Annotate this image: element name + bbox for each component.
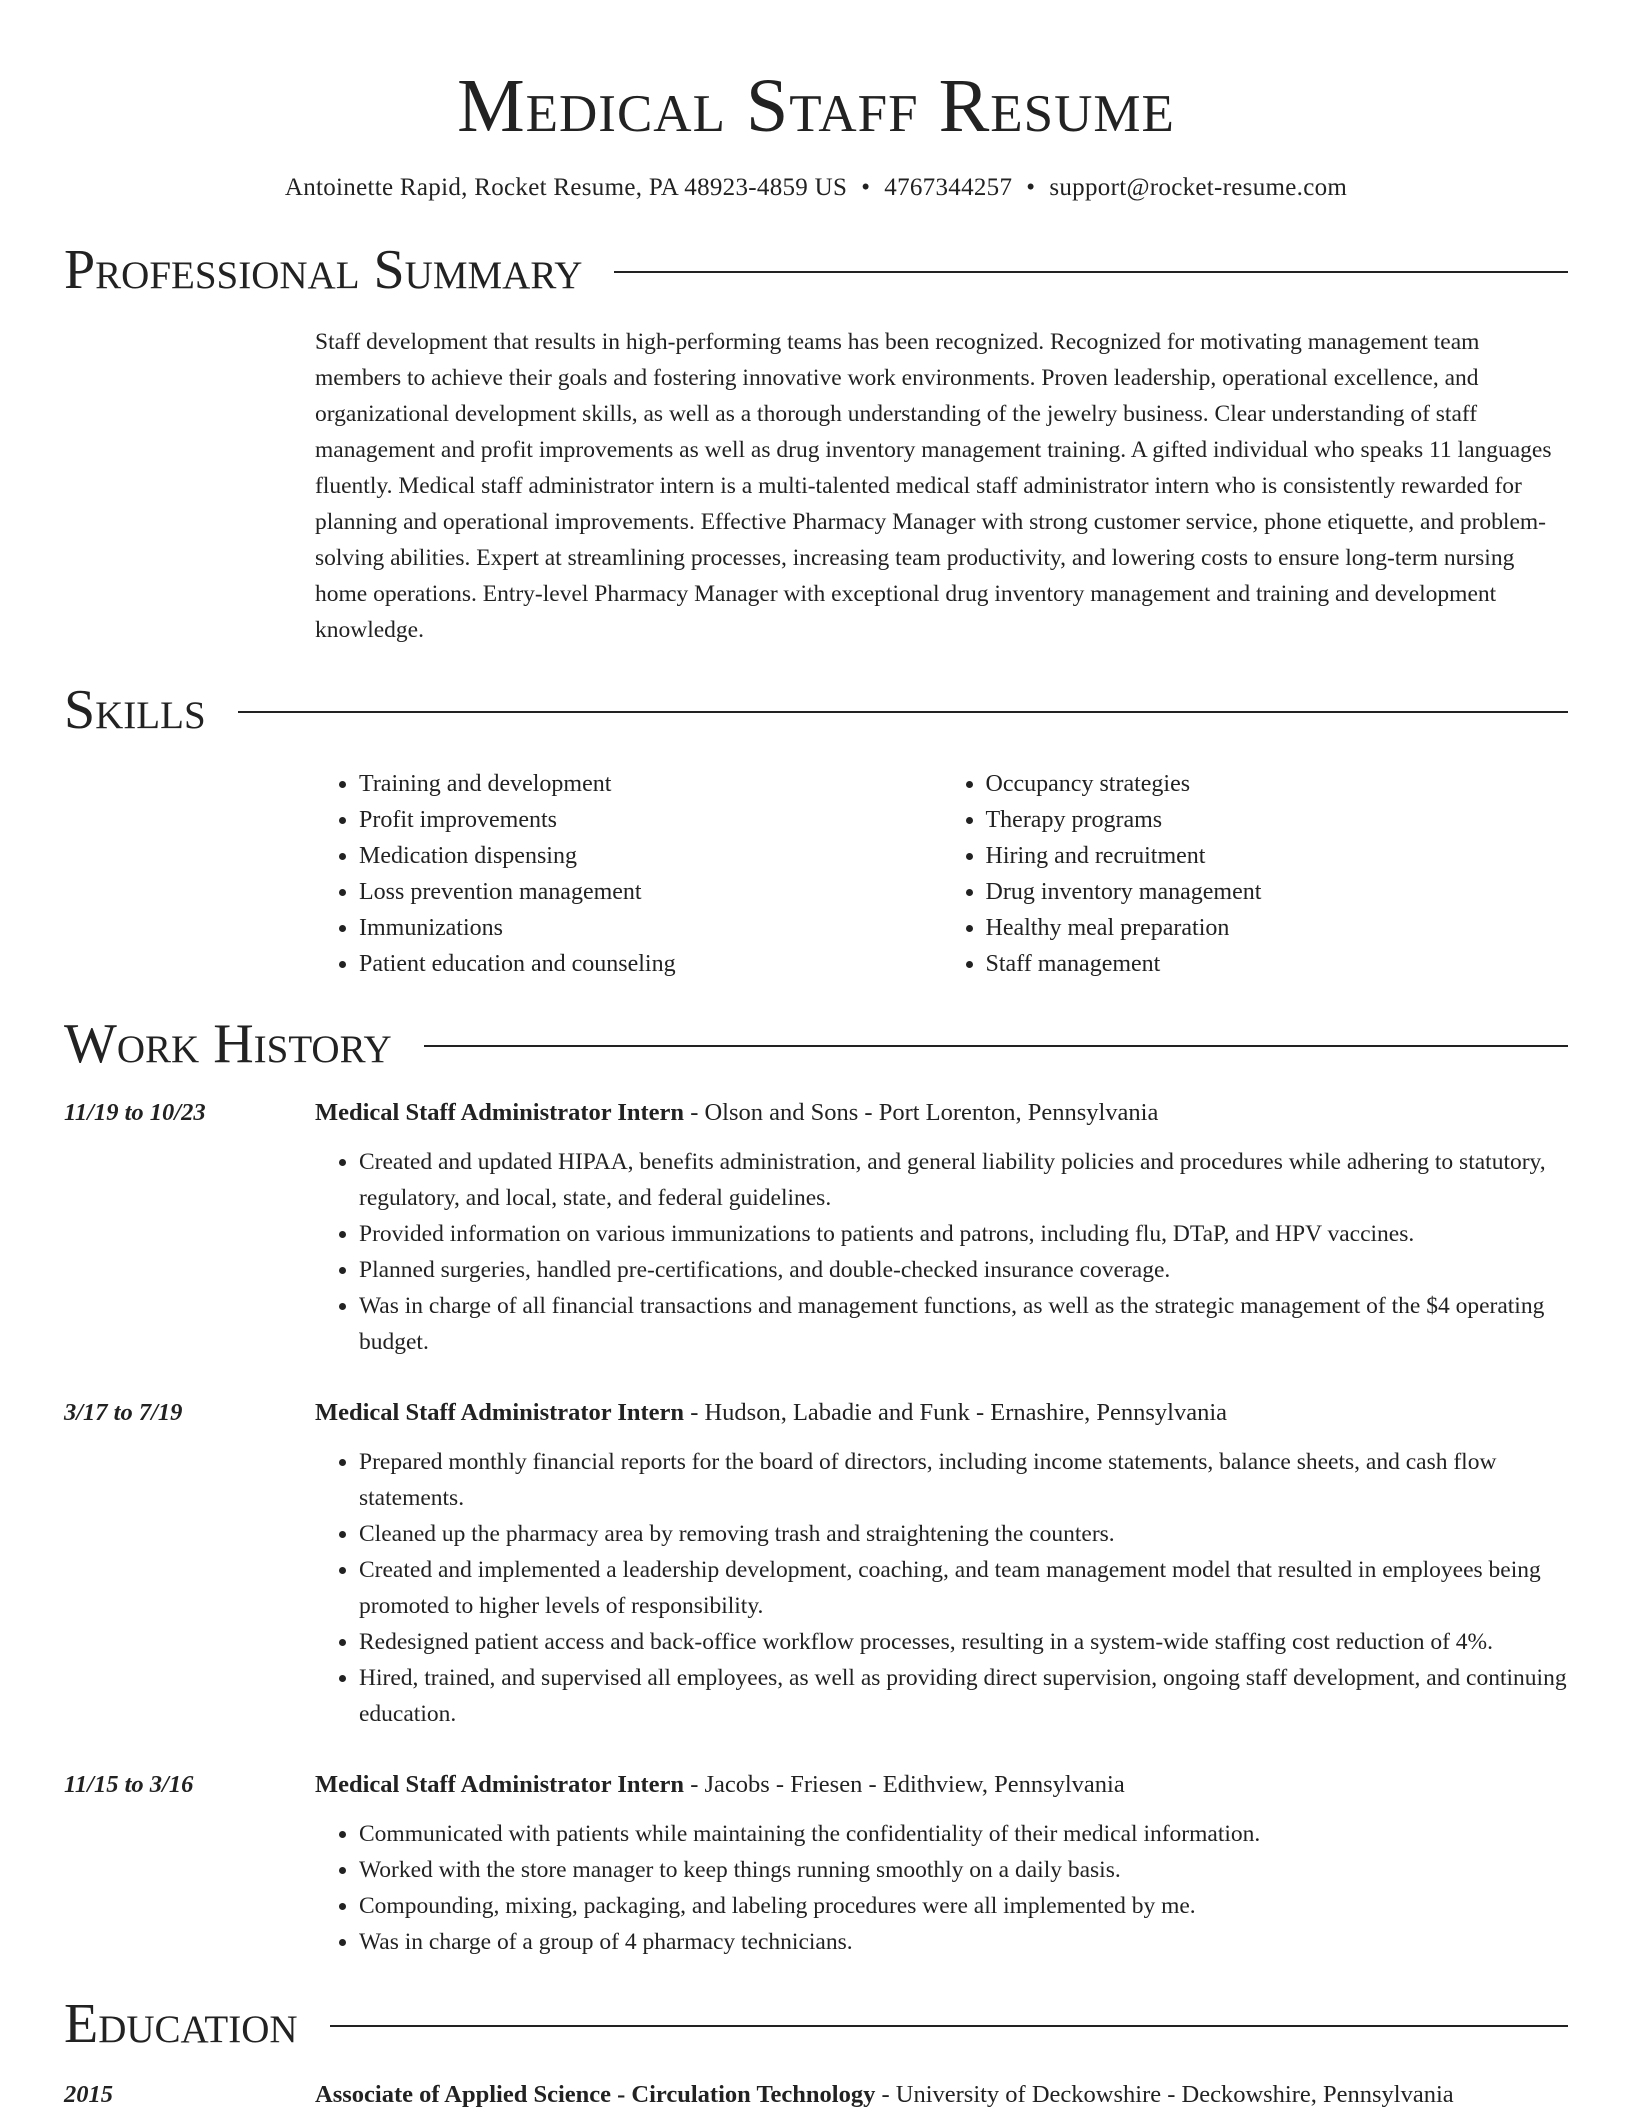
- section-divider: [330, 2025, 1568, 2027]
- contact-address: Antoinette Rapid, Rocket Resume, PA 48923-4859 US: [284, 174, 848, 201]
- job-entry: [64, 1096, 1568, 1360]
- skill-item: • Drug inventory management: [986, 874, 1569, 910]
- skills-grid: [315, 766, 1568, 982]
- section-title-skills: Skills: [64, 679, 206, 741]
- section-divider: [424, 1045, 1568, 1047]
- skill-item: • Occupancy strategies: [986, 766, 1569, 802]
- job-bullet: • Worked with the store manager to keep things running smoothly on a daily basis.: [359, 1852, 1568, 1888]
- work-history-section: [64, 1012, 1568, 1960]
- job-header: [64, 1096, 1568, 1130]
- job-bullet: • Redesigned patient access and back-office workflow processes, resulting in a system-wide staffing cost reduction of 4%.: [359, 1624, 1568, 1660]
- section-divider: [238, 711, 1568, 713]
- contact-phone: 4767344257: [884, 174, 1013, 201]
- job-heading: [315, 1768, 1125, 1802]
- education-school: - University of Deckowshire - Deckowshire, Pennsylvania: [875, 2081, 1454, 2108]
- job-bullet: • Was in charge of a group of 4 pharmacy technicians.: [359, 1924, 1568, 1960]
- contact-separator: •: [861, 174, 871, 201]
- job-bullet: • Was in charge of all financial transactions and management functions, as well as the strategic management of the $4 operating budget.: [359, 1288, 1568, 1360]
- job-title: Medical Staff Administrator Intern: [315, 1771, 685, 1798]
- job-employer: - Hudson, Labadie and Funk - Ernashire, Pennsylvania: [684, 1399, 1228, 1426]
- resume-title: Medical Staff Resume: [457, 64, 1175, 148]
- education-year: 2015: [64, 2081, 113, 2108]
- job-bullet: • Created and updated HIPAA, benefits administration, and general liability policies and procedures while adhering to statutory, regulatory, and local, state, and federal guidelines.: [359, 1144, 1568, 1216]
- job-entry: [64, 1396, 1568, 1732]
- skills-column-right: [942, 766, 1569, 982]
- job-dates: 11/19 to 10/23: [64, 1099, 206, 1126]
- education-heading: [315, 2078, 1454, 2112]
- job-bullet-list: [315, 1444, 1568, 1732]
- summary-section: [64, 238, 1568, 648]
- contact-separator: •: [1026, 174, 1036, 201]
- job-bullet-list: [315, 1144, 1568, 1360]
- job-bullet: • Cleaned up the pharmacy area by removing trash and straightening the counters.: [359, 1516, 1568, 1552]
- section-header: [64, 238, 1568, 302]
- job-bullet: • Prepared monthly financial reports for the board of directors, including income statements, balance sheets, and cash flow statements.: [359, 1444, 1568, 1516]
- job-title: Medical Staff Administrator Intern: [315, 1399, 685, 1426]
- education-section: [64, 1992, 1568, 2112]
- skill-item: • Medication dispensing: [359, 838, 942, 874]
- skill-item: • Training and development: [359, 766, 942, 802]
- job-bullet: • Created and implemented a leadership development, coaching, and team management model that resulted in employees being promoted to higher levels of responsibility.: [359, 1552, 1568, 1624]
- job-dates: 3/17 to 7/19: [64, 1399, 183, 1426]
- section-header: [64, 1012, 1568, 1076]
- section-divider: [614, 271, 1568, 273]
- summary-paragraph: Staff development that results in high-performing teams has been recognized. Recognized for motivating management team members to achieve their goals and fostering innovative work environments. Proven leadership, operational excellence, and organizational development skills, as well as a thorough understanding of the jewelry business. Clear understanding of staff management and profit improvements as well as drug inventory management training. A gifted individual who speaks 11 languages fluently. Medical staff administrator intern is a multi-talented medical staff administrator intern who is consistently rewarded for planning and operational improvements. Effective Pharmacy Manager with strong customer service, phone etiquette, and problem-solving abilities. Expert at streamlining processes, increasing team productivity, and lowering costs to ensure long-term nursing home operations. Entry-level Pharmacy Manager with exceptional drug inventory management and training and development knowledge.: [315, 329, 1552, 643]
- contact-email: support@rocket-resume.com: [1049, 174, 1348, 201]
- job-header: [64, 1768, 1568, 1802]
- skill-item: • Loss prevention management: [359, 874, 942, 910]
- job-heading: [315, 1096, 1158, 1130]
- skill-item: • Therapy programs: [986, 802, 1569, 838]
- skill-item: • Patient education and counseling: [359, 946, 942, 982]
- job-dates: 11/15 to 3/16: [64, 1771, 194, 1798]
- job-header: [64, 1396, 1568, 1430]
- job-title: Medical Staff Administrator Intern: [315, 1099, 685, 1126]
- job-entry: [64, 1768, 1568, 1960]
- job-employer: - Jacobs - Friesen - Edithview, Pennsylvania: [684, 1771, 1125, 1798]
- job-bullet: • Compounding, mixing, packaging, and labeling procedures were all implemented by me.: [359, 1888, 1568, 1924]
- job-heading: [315, 1396, 1227, 1430]
- job-bullet: • Communicated with patients while maintaining the confidentiality of their medical information.: [359, 1816, 1568, 1852]
- section-title-work-history: Work History: [64, 1013, 392, 1075]
- skill-item: • Staff management: [986, 946, 1569, 982]
- job-employer: - Olson and Sons - Port Lorenton, Pennsylvania: [684, 1099, 1159, 1126]
- skills-section: [64, 678, 1568, 982]
- skill-item: • Healthy meal preparation: [986, 910, 1569, 946]
- education-entry: [64, 2078, 1568, 2112]
- skills-column-left: [315, 766, 942, 982]
- skill-item: • Immunizations: [359, 910, 942, 946]
- job-bullet: • Hired, trained, and supervised all employees, as well as providing direct supervision, ongoing staff development, and continuing education.: [359, 1660, 1568, 1732]
- section-title-summary: Professional Summary: [64, 239, 583, 301]
- job-list: [64, 1096, 1568, 1960]
- job-bullet: • Provided information on various immunizations to patients and patrons, including flu, DTaP, and HPV vaccines.: [359, 1216, 1568, 1252]
- section-header: [64, 678, 1568, 742]
- job-bullet-list: [315, 1816, 1568, 1960]
- education-degree: Associate of Applied Science - Circulation Technology: [315, 2081, 876, 2108]
- job-bullet: • Planned surgeries, handled pre-certifications, and double-checked insurance coverage.: [359, 1252, 1568, 1288]
- section-header: [64, 1992, 1568, 2056]
- contact-line: [64, 174, 1568, 202]
- education-list: [64, 2078, 1568, 2112]
- skill-item: • Profit improvements: [359, 802, 942, 838]
- resume-page: [64, 0, 1568, 2112]
- section-title-education: Education: [64, 1993, 298, 2055]
- skill-item: • Hiring and recruitment: [986, 838, 1569, 874]
